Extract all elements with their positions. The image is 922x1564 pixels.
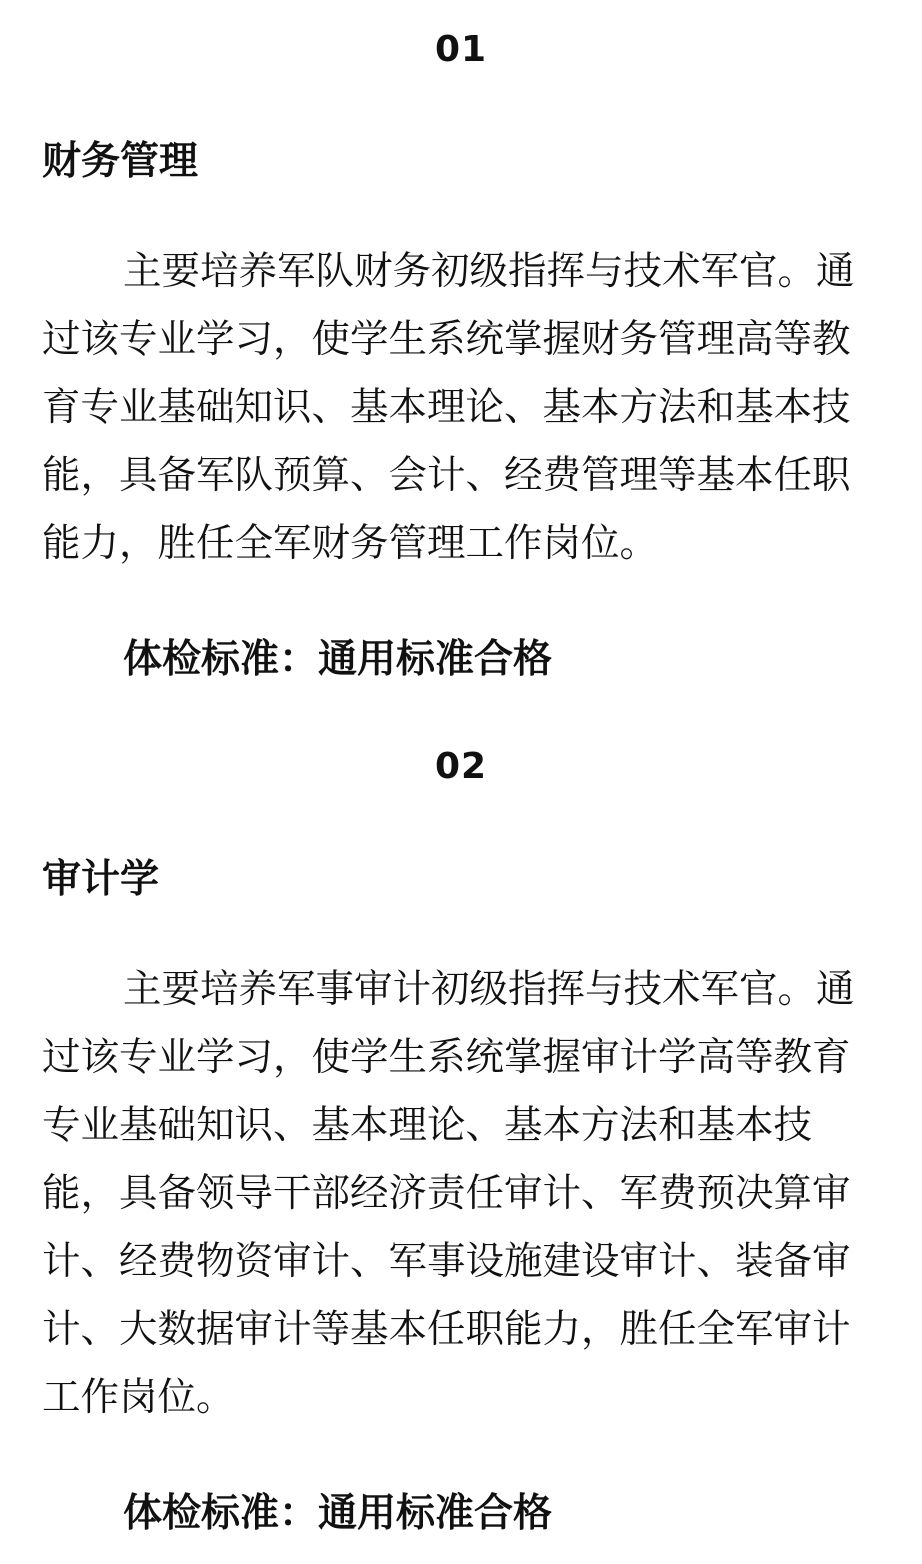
physical-standard: 体检标准：通用标准合格	[123, 637, 553, 682]
section-description: 主要培养军事审计初级指挥与技术军官。通过该专业学习，使学生系统掌握审计学高等教育专业基础知识、基本理论、基本方法和基本技能，具备领导干部经济责任审计、军费预决算审计、经费物资审计、军事设施建设审计、装备审计、大数据审计等基本任职能力，胜任全军审计工作岗位。	[42, 967, 855, 1420]
section-description: 主要培养军队财务初级指挥与技术军官。通过该专业学习，使学生系统掌握财务管理高等教育专业基础知识、基本理论、基本方法和基本技能，具备军队预算、会计、经费管理等基本任职能力，胜任全军财务管理工作岗位。	[42, 249, 855, 566]
section-number: 02	[434, 746, 488, 787]
section-number: 01	[434, 29, 488, 70]
physical-standard: 体检标准：通用标准合格	[123, 1491, 553, 1536]
section-title: 财务管理	[42, 139, 199, 184]
section-title: 审计学	[42, 857, 160, 902]
